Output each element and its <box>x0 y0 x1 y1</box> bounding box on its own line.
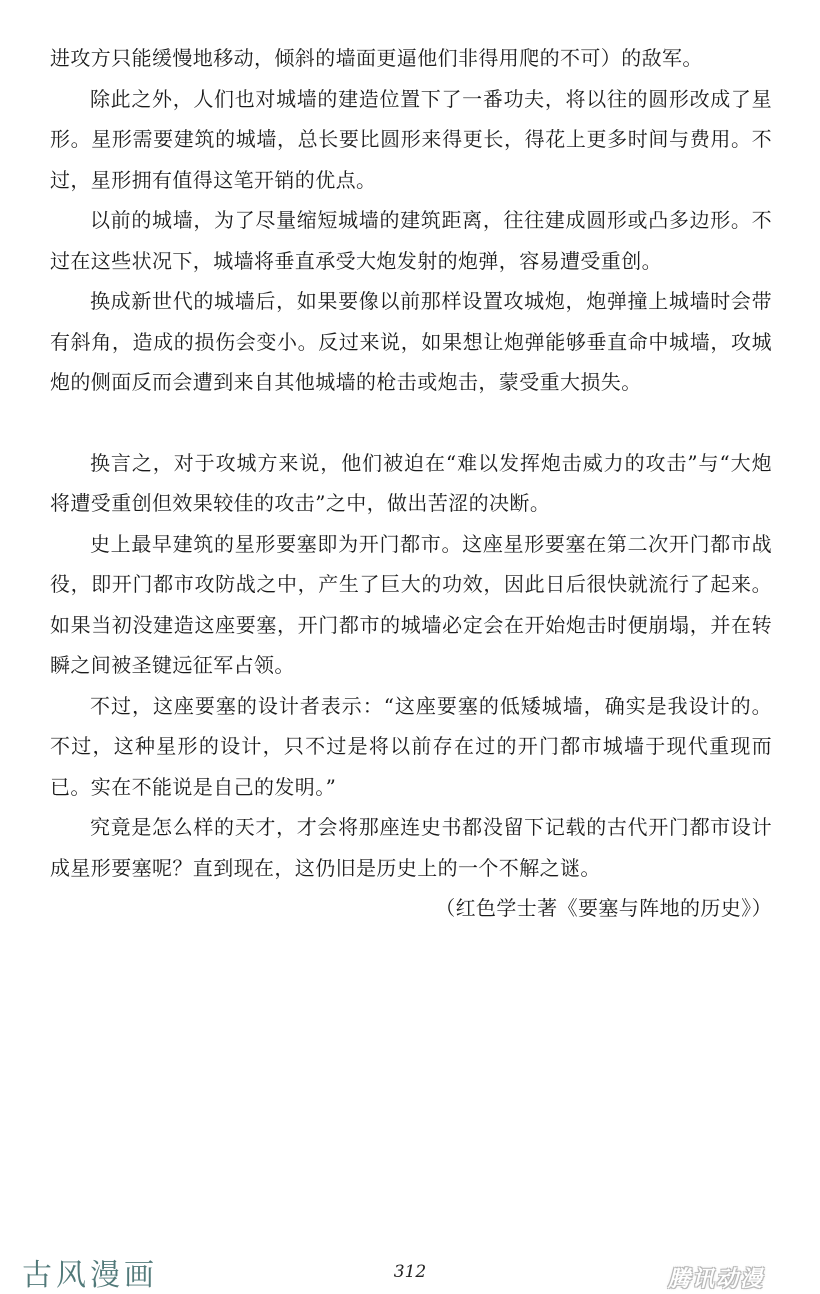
section-gap <box>50 403 772 443</box>
paragraph-continuation: 进攻方只能缓慢地移动，倾斜的墙面更逼他们非得用爬的不可）的敌军。 <box>50 46 703 70</box>
paragraph: 不过，这座要塞的设计者表示：“这座要塞的低矮城墙，确实是我设计的。不过，这种星形的设计，只不过是将以前存在过的开门都市城墙于现代重现而已。实在不能说是自己的发明。” <box>50 693 772 799</box>
watermark-logo-left: 古风漫画 <box>22 1258 158 1293</box>
paragraph: 究竟是怎么样的天才，才会将那座连史书都没留下记载的古代开门都市设计成星形要塞呢？直到现在，这仍旧是历史上的一个不解之谜。 <box>50 815 772 880</box>
paragraph: 换言之，对于攻城方来说，他们被迫在“难以发挥炮击威力的攻击”与“大炮将遭受重创但效果较佳的攻击”之中，做出苦涩的决断。 <box>50 450 772 515</box>
page-number: 312 <box>393 1262 427 1282</box>
document-body <box>50 38 772 929</box>
paragraph: 以前的城墙，为了尽量缩短城墙的建筑距离，往往建成圆形或凸多边形。不过在这些状况下，城墙将垂直承受大炮发射的炮弹，容易遭受重创。 <box>50 208 772 273</box>
paragraph: 除此之外，人们也对城墙的建造位置下了一番功夫，将以往的圆形改成了星形。星形需要建筑的城墙，总长要比圆形来得更长，得花上更多时间与费用。不过，星形拥有值得这笔开销的优点。 <box>50 86 772 192</box>
paragraph: 换成新世代的城墙后，如果要像以前那样设置攻城炮，炮弹撞上城墙时会带有斜角，造成的损伤会变小。反过来说，如果想让炮弹能够垂直命中城墙，攻城炮的侧面反而会遭到来自其他城墙的枪击或炮击，蒙受重大损失。 <box>50 289 772 394</box>
source-attribution: （红色学士著《要塞与阵地的历史》） <box>435 896 772 920</box>
watermark-logo-right: 腾讯动漫 <box>668 1267 765 1292</box>
paragraph: 史上最早建筑的星形要塞即为开门都市。这座星形要塞在第二次开门都市战役，即开门都市攻防战之中，产生了巨大的功效，因此日后很快就流行了起来。如果当初没建造这座要塞，开门都市的城墙必定会在开始炮击时便崩塌，并在转瞬之间被圣键远征军占领。 <box>50 531 772 677</box>
